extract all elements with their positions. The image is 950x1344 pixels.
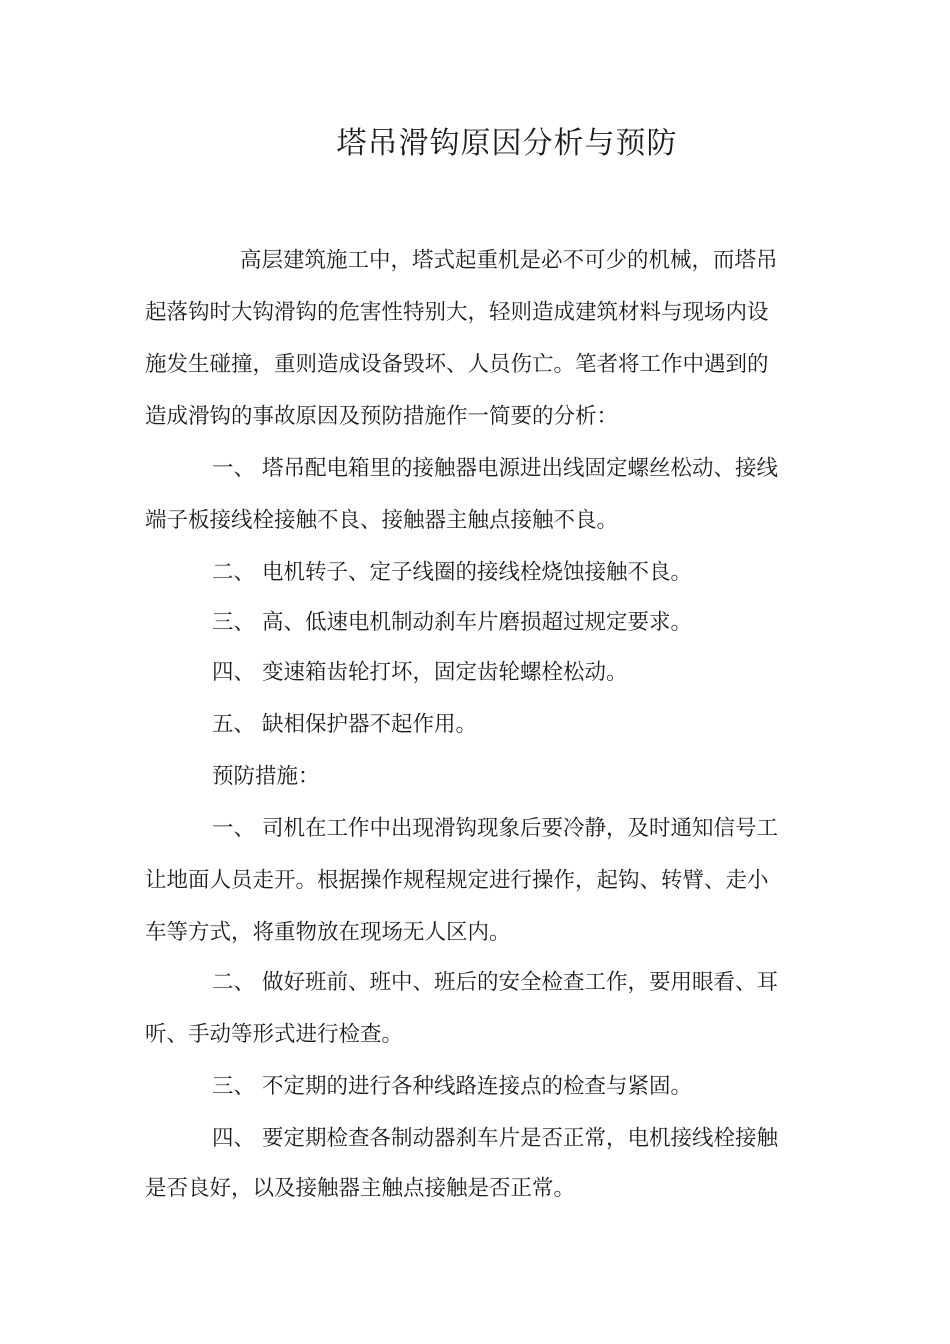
cause-item-3 <box>212 608 692 638</box>
intro-line-3: 施发生碰撞，重则造成设备毁坏、人员伤亡。笔者将工作中遇到的 <box>145 352 769 377</box>
cause-item-5 <box>212 710 477 740</box>
intro-line-4: 造成滑钩的事故原因及预防措施作一简要的分析： <box>145 404 619 429</box>
cause-text: 缺相保护器不起作用。 <box>262 712 478 737</box>
measure-text: 要定期检查各制动器刹车片是否正常，电机接线栓接触 <box>262 1126 779 1151</box>
cause-item-1 <box>212 454 778 484</box>
cause-text: 电机转子、定子线圈的接线栓烧蚀接触不良。 <box>262 560 693 585</box>
measure-item-2-continuation: 听、手动等形式进行检查。 <box>145 1022 404 1047</box>
cause-text: 高、低速电机制动刹车片磨损超过规定要求。 <box>262 610 693 635</box>
cause-number: 四、 <box>212 660 256 685</box>
measure-item-3 <box>212 1072 692 1102</box>
measure-item-2 <box>212 968 778 998</box>
measure-item-4-continuation: 是否良好，以及接触器主触点接触是否正常。 <box>145 1176 576 1201</box>
measure-number: 二、 <box>212 970 256 995</box>
measure-item-1-continuation-2: 车等方式，将重物放在现场无人区内。 <box>145 920 511 945</box>
cause-number: 二、 <box>212 560 256 585</box>
cause-text: 塔吊配电箱里的接触器电源进出线固定螺丝松动、接线 <box>262 456 779 481</box>
measure-number: 一、 <box>212 816 256 841</box>
intro-line-1: 高层建筑施工中，塔式起重机是必不可少的机械，而塔吊 <box>240 248 778 273</box>
intro-line-2: 起落钩时大钩滑钩的危害性特别大，轻则造成建筑材料与现场内设 <box>145 300 769 325</box>
cause-number: 三、 <box>212 610 256 635</box>
measure-text: 司机在工作中出现滑钩现象后要冷静，及时通知信号工 <box>262 816 779 841</box>
cause-item-4 <box>212 658 628 688</box>
cause-number: 一、 <box>212 456 256 481</box>
cause-number: 五、 <box>212 712 256 737</box>
cause-item-1-continuation: 端子板接线栓接触不良、接触器主触点接触不良。 <box>145 508 619 533</box>
measure-number: 四、 <box>212 1126 256 1151</box>
measure-text: 不定期的进行各种线路连接点的检查与紧固。 <box>262 1074 693 1099</box>
measure-number: 三、 <box>212 1074 256 1099</box>
cause-text: 变速箱齿轮打坏，固定齿轮螺栓松动。 <box>262 660 628 685</box>
measure-item-1 <box>212 814 778 844</box>
measure-text: 做好班前、班中、班后的安全检查工作，要用眼看、耳 <box>262 970 779 995</box>
prevention-heading: 预防措施： <box>212 764 320 789</box>
measure-item-4 <box>212 1124 778 1154</box>
document-title: 塔吊滑钩原因分析与预防 <box>336 126 678 161</box>
cause-item-2 <box>212 558 692 588</box>
measure-item-1-continuation-1: 让地面人员走开。根据操作规程规定进行操作，起钩、转臂、走小 <box>145 868 769 893</box>
